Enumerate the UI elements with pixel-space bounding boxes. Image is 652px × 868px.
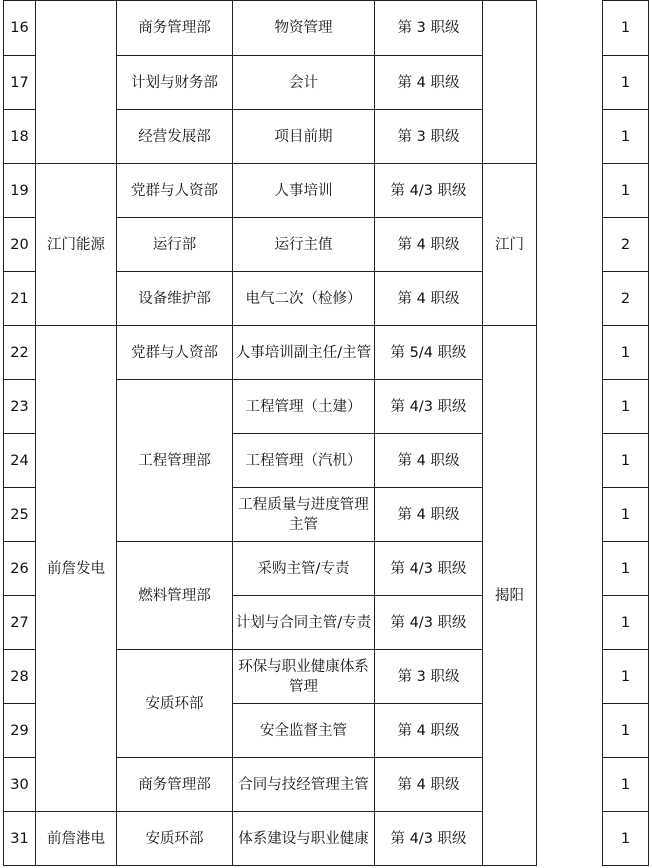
row-number: 26: [4, 542, 36, 596]
position-cell: 工程质量与进度管理主管: [233, 488, 375, 542]
level-cell: 第 4/3 职级: [375, 812, 483, 866]
company-cell: [36, 1, 117, 164]
row-number: 18: [4, 110, 36, 164]
count-cell: 1: [603, 704, 649, 758]
location-cell: [483, 1, 537, 164]
level-cell: 第 5/4 职级: [375, 326, 483, 380]
level-cell: 第 4/3 职级: [375, 542, 483, 596]
position-cell: 项目前期: [233, 110, 375, 164]
level-cell: 第 4 职级: [375, 488, 483, 542]
position-cell: 计划与合同主管/专责: [233, 596, 375, 650]
company-cell: 前詹发电: [36, 326, 117, 812]
level-cell: 第 3 职级: [375, 650, 483, 704]
position-cell: 会计: [233, 56, 375, 110]
count-cell: 1: [603, 758, 649, 812]
row-number: 16: [4, 1, 36, 56]
level-cell: 第 4 职级: [375, 704, 483, 758]
count-cell: 1: [603, 434, 649, 488]
position-cell: 工程管理（土建）: [233, 380, 375, 434]
row-number: 30: [4, 758, 36, 812]
level-cell: 第 4 职级: [375, 434, 483, 488]
level-cell: 第 4/3 职级: [375, 380, 483, 434]
department-cell: 商务管理部: [117, 1, 233, 56]
table-row: [4, 1, 649, 56]
department-cell: 经营发展部: [117, 110, 233, 164]
table-container: [3, 0, 649, 866]
row-number: 22: [4, 326, 36, 380]
count-cell: 1: [603, 110, 649, 164]
count-cell: 1: [603, 650, 649, 704]
position-cell: 合同与技经管理主管: [233, 758, 375, 812]
blank-column: [537, 1, 603, 866]
department-cell: 商务管理部: [117, 758, 233, 812]
department-cell: 党群与人资部: [117, 326, 233, 380]
count-cell: 1: [603, 326, 649, 380]
position-cell: 人事培训副主任/主管: [233, 326, 375, 380]
count-cell: 1: [603, 164, 649, 218]
row-number: 29: [4, 704, 36, 758]
count-cell: 1: [603, 1, 649, 56]
position-cell: 安全监督主管: [233, 704, 375, 758]
department-cell: 运行部: [117, 218, 233, 272]
level-cell: 第 4/3 职级: [375, 596, 483, 650]
location-cell: 江门: [483, 164, 537, 326]
row-number: 28: [4, 650, 36, 704]
level-cell: 第 4/3 职级: [375, 164, 483, 218]
location-cell: 揭阳: [483, 326, 537, 866]
position-cell: 体系建设与职业健康: [233, 812, 375, 866]
department-cell: 安质环部: [117, 812, 233, 866]
position-cell: 物资管理: [233, 1, 375, 56]
row-number: 21: [4, 272, 36, 326]
level-cell: 第 4 职级: [375, 272, 483, 326]
company-cell: 前詹港电: [36, 812, 117, 866]
row-number: 17: [4, 56, 36, 110]
count-cell: 1: [603, 596, 649, 650]
count-cell: 2: [603, 218, 649, 272]
position-cell: 电气二次（检修）: [233, 272, 375, 326]
position-cell: 工程管理（汽机）: [233, 434, 375, 488]
company-cell: 江门能源: [36, 164, 117, 326]
count-cell: 1: [603, 56, 649, 110]
count-cell: 2: [603, 272, 649, 326]
level-cell: 第 4 职级: [375, 758, 483, 812]
level-cell: 第 4 职级: [375, 218, 483, 272]
position-cell: 运行主值: [233, 218, 375, 272]
department-cell: 党群与人资部: [117, 164, 233, 218]
department-cell: 设备维护部: [117, 272, 233, 326]
row-number: 19: [4, 164, 36, 218]
row-number: 20: [4, 218, 36, 272]
department-cell: 安质环部: [117, 650, 233, 758]
recruitment-table: [3, 0, 649, 866]
row-number: 25: [4, 488, 36, 542]
department-cell: 燃料管理部: [117, 542, 233, 650]
row-number: 23: [4, 380, 36, 434]
position-cell: 人事培训: [233, 164, 375, 218]
department-cell: 计划与财务部: [117, 56, 233, 110]
department-cell: 工程管理部: [117, 380, 233, 542]
level-cell: 第 3 职级: [375, 1, 483, 56]
count-cell: 1: [603, 488, 649, 542]
count-cell: 1: [603, 812, 649, 866]
row-number: 27: [4, 596, 36, 650]
level-cell: 第 4 职级: [375, 56, 483, 110]
count-cell: 1: [603, 380, 649, 434]
row-number: 31: [4, 812, 36, 866]
count-cell: 1: [603, 542, 649, 596]
row-number: 24: [4, 434, 36, 488]
position-cell: 环保与职业健康体系管理: [233, 650, 375, 704]
position-cell: 采购主管/专责: [233, 542, 375, 596]
level-cell: 第 3 职级: [375, 110, 483, 164]
